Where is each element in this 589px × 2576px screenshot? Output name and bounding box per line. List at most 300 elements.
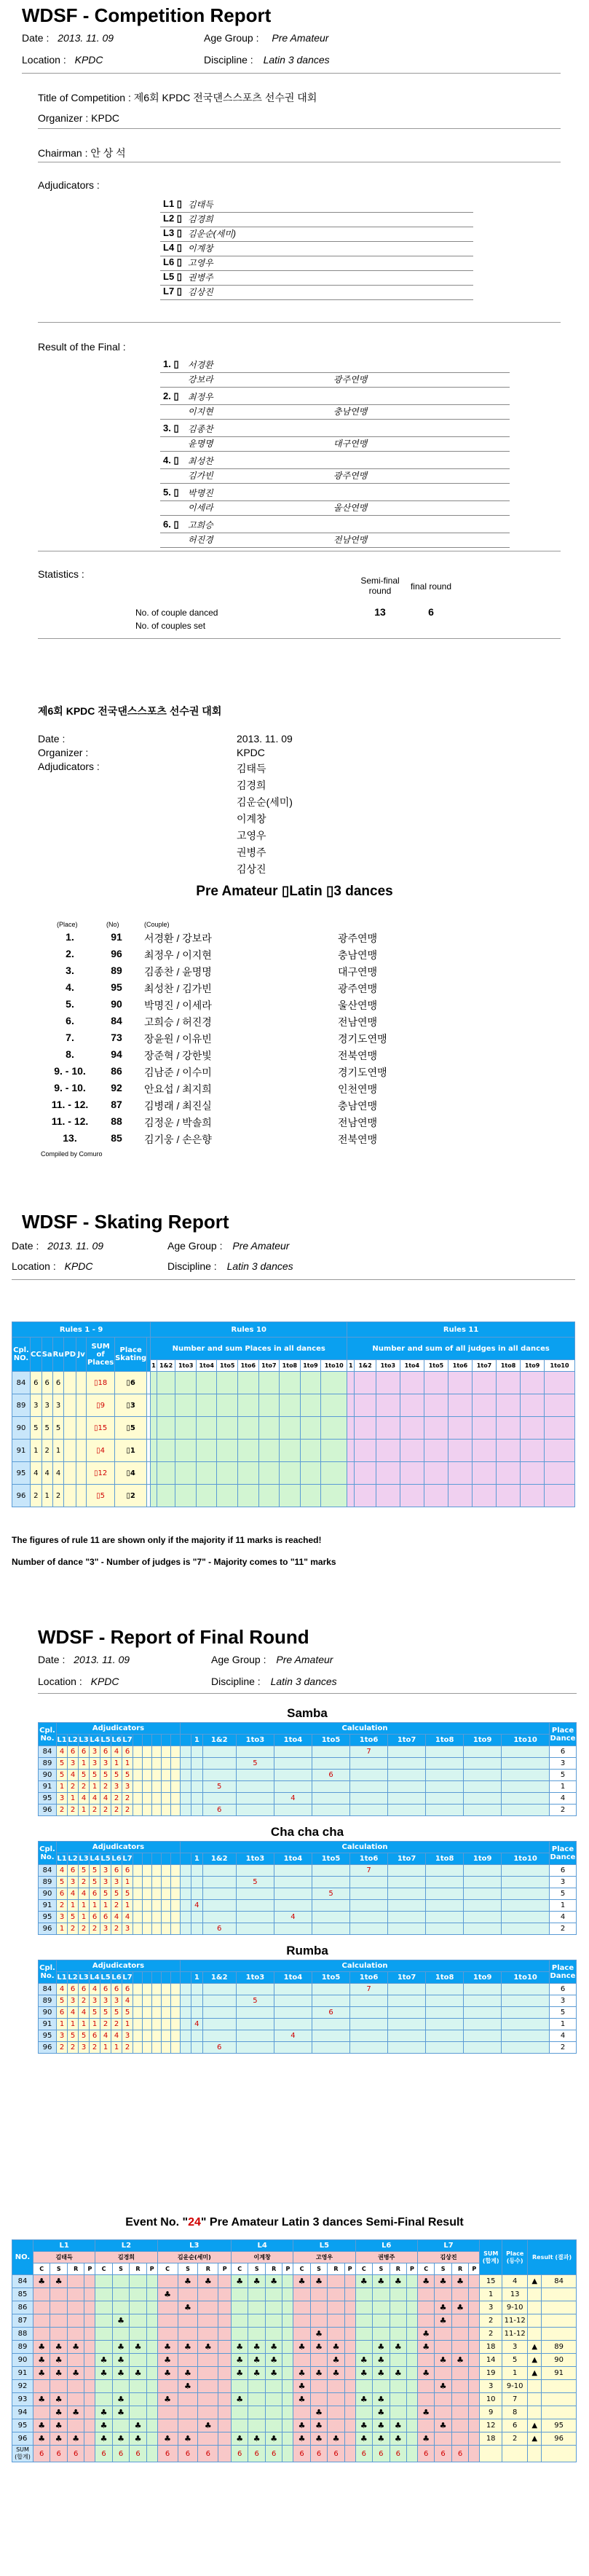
- rule10-cell: [151, 1440, 157, 1462]
- dance-place: [76, 1417, 87, 1440]
- calc-cell: [426, 1888, 464, 1900]
- summary-place: 8.: [66, 1048, 74, 1060]
- calc-cell: [312, 1758, 349, 1770]
- calc-col-header: 1: [151, 1360, 157, 1372]
- judge-header: L6: [111, 1853, 122, 1865]
- adjudicators-label: Adjudicators :: [38, 179, 100, 191]
- mark-cell: [178, 2354, 198, 2367]
- calc-cell: [464, 1781, 502, 1793]
- calc-cell: [388, 1995, 426, 2007]
- calc-cell: [502, 1877, 550, 1888]
- sk-age-row: [167, 1240, 289, 1252]
- semi-sum: 14: [480, 2354, 502, 2367]
- judge-mark: 4: [111, 1912, 122, 1923]
- final-row: [39, 2042, 577, 2054]
- judge-mark: 5: [122, 1770, 133, 1781]
- judge-spare-cell: [133, 1995, 143, 2007]
- judge-mark: 4: [68, 1770, 79, 1781]
- mark-cell: [198, 2314, 218, 2328]
- stats-row-danced: No. of couple danced: [135, 608, 218, 618]
- rule10-cell: [238, 1462, 259, 1485]
- adjudicator-code: L5 ▯: [163, 271, 182, 282]
- mark-cell: ♣: [50, 2275, 67, 2288]
- place-dance: 2: [550, 1923, 577, 1935]
- couple-no: 90: [12, 2354, 33, 2367]
- calc-cell: [236, 2007, 274, 2019]
- mark-cell: [198, 2367, 218, 2380]
- spacer: [160, 469, 188, 483]
- calc-cell: [312, 1912, 349, 1923]
- mark-cell: ♣: [328, 2367, 344, 2380]
- mark-cell: ♣: [373, 2419, 390, 2432]
- sk-age-label: Age Group :: [167, 1240, 223, 1252]
- calc-spacer-cell: [181, 2042, 191, 2054]
- calc-cell: [426, 1877, 464, 1888]
- judge-mark: 6: [100, 1746, 111, 1758]
- cpl-header: Cpl. No.: [39, 1723, 57, 1746]
- calc-cell: [191, 1877, 203, 1888]
- mark-cell: ♣: [198, 2341, 218, 2354]
- calc-cell: [502, 1805, 550, 1816]
- adjudicator-row: [160, 213, 473, 227]
- judge-mark: 2: [122, 1793, 133, 1805]
- calc-col-header: 1to6: [448, 1360, 472, 1372]
- cpl-no: 95: [12, 1462, 31, 1485]
- mark-cell: ♣: [50, 2393, 67, 2406]
- sk-location-row: [12, 1260, 93, 1272]
- mark-cell: [407, 2393, 418, 2406]
- mark-cell: [130, 2275, 146, 2288]
- mark-cell: [232, 2288, 248, 2301]
- summary-row: [44, 965, 553, 981]
- judge-spare-cell: [162, 1923, 171, 1935]
- rule11-cell: [473, 1485, 497, 1507]
- judge-code-header: L4: [232, 2240, 293, 2252]
- mark-cell: [355, 2301, 372, 2314]
- mark-cell: ♣: [417, 2367, 434, 2380]
- summary-adjudicator: 이계창: [237, 813, 266, 825]
- mark-cell: ♣: [265, 2341, 282, 2354]
- judge-mark: 1: [79, 1912, 90, 1923]
- mark-cell: [344, 2314, 355, 2328]
- dance-header: Ru: [52, 1338, 64, 1372]
- mark-cell: ♣: [390, 2432, 406, 2446]
- judge-mark: 5: [100, 2007, 111, 2019]
- mark-cell: [95, 2301, 112, 2314]
- rule11-cell: [497, 1394, 521, 1417]
- judge-mark: 5: [90, 1770, 100, 1781]
- mark-cell: [390, 2406, 406, 2419]
- sk-date-row: [12, 1240, 103, 1252]
- mark-cell: ♣: [130, 2419, 146, 2432]
- judge-spare-cell: [162, 1912, 171, 1923]
- calc-cell: [202, 1984, 236, 1995]
- mark-cell: [130, 2314, 146, 2328]
- semi-advance-no: [542, 2393, 577, 2406]
- judge-mark: 2: [68, 2042, 79, 2054]
- calc-cell: [502, 1770, 550, 1781]
- judge-name-header: 고영우: [293, 2252, 355, 2263]
- judge-mark: 4: [79, 1793, 90, 1805]
- calc-cell: 4: [191, 2019, 203, 2030]
- calc-cell: [274, 1923, 312, 1935]
- dance-header: PD: [64, 1338, 76, 1372]
- rule11-cell: [448, 1440, 472, 1462]
- place-skating: ▯1: [115, 1440, 147, 1462]
- calc-cell: [502, 1781, 550, 1793]
- judge-mark: 5: [79, 1865, 90, 1877]
- sum-cell: [218, 2446, 232, 2462]
- final-dance-table: [38, 1722, 577, 1816]
- judge-spare-cell: [171, 1746, 181, 1758]
- couple-no: 89: [12, 2341, 33, 2354]
- summary-row: [44, 948, 553, 965]
- judge-spare-cell: [162, 1758, 171, 1770]
- mark-cell: [218, 2380, 232, 2393]
- sum-label: SUM (합계): [12, 2446, 33, 2462]
- rule10-cell: [196, 1485, 217, 1507]
- judge-name-header: 권병주: [355, 2252, 417, 2263]
- semi-row: [12, 2288, 577, 2301]
- summary-couple: 김남준 / 이수미: [144, 1067, 212, 1078]
- calc-cell: [426, 1912, 464, 1923]
- calc-cell: [274, 1746, 312, 1758]
- judge-spare-cell: [152, 1995, 162, 2007]
- calc-col-header: 1to3: [175, 1360, 197, 1372]
- judge-mark: 5: [90, 1877, 100, 1888]
- judge-mark: 2: [68, 1923, 79, 1935]
- calc-cell: 5: [312, 1888, 349, 1900]
- mark-cell: [218, 2301, 232, 2314]
- judge-spare-header: [152, 1735, 162, 1746]
- final-row: [39, 1865, 577, 1877]
- age-value: Pre Amateur: [272, 32, 329, 44]
- mark-cell: ♣: [157, 2341, 178, 2354]
- summary-no: 84: [111, 1015, 122, 1026]
- calculation-header: Calculation: [181, 1842, 550, 1853]
- final-row: [39, 1923, 577, 1935]
- judge-mark: 2: [79, 1923, 90, 1935]
- calc-cell: [388, 2019, 426, 2030]
- summary-row: [44, 1032, 553, 1048]
- sum-cell: 6: [265, 2446, 282, 2462]
- mark-cell: [282, 2354, 293, 2367]
- place-dance: 6: [550, 1984, 577, 1995]
- mark-cell: [84, 2341, 95, 2354]
- final-header-row: [39, 1972, 577, 1984]
- mark-cell: [310, 2354, 327, 2367]
- mark-cell: ♣: [112, 2432, 129, 2446]
- rule11-cell: [376, 1440, 400, 1462]
- calc-col-header: 1to9: [464, 1735, 502, 1746]
- judge-code-header: L6: [355, 2240, 417, 2252]
- rule10-cell: [175, 1417, 197, 1440]
- mark-cell: [265, 2406, 282, 2419]
- mark-cell: [95, 2393, 112, 2406]
- mark-cell: [417, 2380, 434, 2393]
- calc-col-header: 1to6: [238, 1360, 259, 1372]
- mark-cell: [469, 2393, 480, 2406]
- mark-cell: [248, 2328, 265, 2341]
- mark-cell: [435, 2367, 451, 2380]
- dance-place: 1: [52, 1440, 64, 1462]
- fr-discipline-row: [211, 1676, 337, 1687]
- judge-spare-header: [152, 1972, 162, 1984]
- mark-cell: [50, 2328, 67, 2341]
- calc-cell: [350, 1770, 388, 1781]
- semi-advance-arrow: [528, 2301, 542, 2314]
- mark-cell: [218, 2393, 232, 2406]
- mark-cell: [198, 2380, 218, 2393]
- adjudicator-list: [160, 198, 473, 300]
- rule11-cell: [400, 1394, 424, 1417]
- sk-discipline-value: Latin 3 dances: [226, 1260, 293, 1272]
- mark-cell: [417, 2419, 434, 2432]
- judge-mark: 2: [90, 1923, 100, 1935]
- mark-cell: [469, 2288, 480, 2301]
- calc-col-header: 1to9: [521, 1360, 545, 1372]
- sum-cell: 6: [232, 2446, 248, 2462]
- mark-cell: [469, 2328, 480, 2341]
- judge-spare-cell: [171, 1912, 181, 1923]
- calc-col-header: 1to9: [464, 1972, 502, 1984]
- mark-cell: [282, 2328, 293, 2341]
- semi-place: 9-10: [502, 2301, 528, 2314]
- mark-cell: ♣: [390, 2341, 406, 2354]
- semi-sum: 18: [480, 2432, 502, 2446]
- calc-cell: [350, 1912, 388, 1923]
- result-place: 5. ▯: [163, 487, 179, 498]
- calc-col-header: 1to8: [426, 1735, 464, 1746]
- mark-cell: ♣: [373, 2341, 390, 2354]
- stats-col-semi: Semi-final round: [360, 576, 400, 596]
- judge-mark: 4: [68, 1888, 79, 1900]
- calc-cell: [502, 1984, 550, 1995]
- rule11-cell: [376, 1462, 400, 1485]
- mark-cell: [84, 2328, 95, 2341]
- mark-cell: [344, 2301, 355, 2314]
- judge-mark: 2: [57, 1805, 68, 1816]
- rule10-cell: [238, 1417, 259, 1440]
- skating-row: [12, 1372, 575, 1394]
- adjudicators-header: Adjudicators: [57, 1960, 181, 1972]
- summary-couple: 김종찬 / 윤명명: [144, 966, 212, 978]
- semi-sum: 19: [480, 2367, 502, 2380]
- rule10-cell: [151, 1417, 157, 1440]
- calc-cell: [426, 1984, 464, 1995]
- result-leader-line: [160, 487, 510, 501]
- rule11-cell: [400, 1440, 424, 1462]
- couple-no: 86: [12, 2301, 33, 2314]
- rule10-cell: [175, 1462, 197, 1485]
- final-row: [39, 1746, 577, 1758]
- semi-row: [12, 2341, 577, 2354]
- mark-cell: ♣: [451, 2301, 468, 2314]
- couple-no: 96: [12, 2432, 33, 2446]
- mark-cell: [84, 2393, 95, 2406]
- date-row: [22, 32, 114, 44]
- rule11-cell: [521, 1417, 545, 1440]
- judge-spare-cell: [143, 2042, 152, 2054]
- summary-row: [44, 981, 553, 998]
- judge-spare-cell: [162, 1877, 171, 1888]
- no-header: NO.: [12, 2240, 33, 2275]
- calc-cell: [191, 1770, 203, 1781]
- mark-cell: [218, 2367, 232, 2380]
- final-row: [39, 1984, 577, 1995]
- judge-mark: 2: [122, 2042, 133, 2054]
- judge-mark: 3: [111, 1877, 122, 1888]
- calc-spacer-cell: [181, 1923, 191, 1935]
- mark-cell: [265, 2314, 282, 2328]
- dance-sub-header: S: [178, 2263, 198, 2275]
- semi-sum: 9: [480, 2406, 502, 2419]
- mark-cell: ♣: [435, 2314, 451, 2328]
- rule10-cell: [280, 1417, 301, 1440]
- calc-cell: [202, 2030, 236, 2042]
- calc-spacer-cell: [181, 2030, 191, 2042]
- cpl-no: 91: [39, 2019, 57, 2030]
- final-row: [39, 2019, 577, 2030]
- judge-mark: 1: [79, 1900, 90, 1912]
- semi-advance-arrow: [528, 2288, 542, 2301]
- semi-advance-arrow: [528, 2328, 542, 2341]
- dance-place: 3: [31, 1394, 42, 1417]
- mark-cell: [198, 2288, 218, 2301]
- dance-place: 4: [52, 1462, 64, 1485]
- mark-cell: ♣: [293, 2275, 310, 2288]
- judge-spare-cell: [152, 1888, 162, 1900]
- dance-sub-header: P: [407, 2263, 418, 2275]
- mark-cell: [218, 2419, 232, 2432]
- mark-cell: [373, 2328, 390, 2341]
- sum-cell: 6: [130, 2446, 146, 2462]
- mark-cell: ♣: [417, 2432, 434, 2446]
- mark-cell: [67, 2314, 84, 2328]
- judge-mark: 3: [68, 1758, 79, 1770]
- result-leader: 서경환: [188, 360, 213, 370]
- judge-spare-cell: [133, 2042, 143, 2054]
- dance-place: 4: [31, 1462, 42, 1485]
- judge-spare-cell: [162, 1805, 171, 1816]
- mark-cell: ♣: [112, 2367, 129, 2380]
- sum-cell: 6: [157, 2446, 178, 2462]
- mark-cell: [248, 2288, 265, 2301]
- sum-cell: 6: [328, 2446, 344, 2462]
- calc-cell: [464, 1746, 502, 1758]
- calc-col-header: 1: [191, 1735, 203, 1746]
- summary-adjudicator: 김경희: [237, 780, 266, 791]
- calc-cell: [236, 1865, 274, 1877]
- fr-age-label: Age Group :: [211, 1654, 266, 1665]
- summary-club: 대구연맹: [338, 966, 378, 978]
- semi-row: [12, 2354, 577, 2367]
- mark-cell: [469, 2367, 480, 2380]
- judge-mark: 5: [68, 1912, 79, 1923]
- mark-cell: [407, 2354, 418, 2367]
- summary-club: 울산연맹: [338, 1000, 378, 1011]
- mark-cell: [310, 2314, 327, 2328]
- mark-cell: [248, 2419, 265, 2432]
- sum-cell: [344, 2446, 355, 2462]
- adjudicator-name: 김상진: [188, 287, 213, 297]
- mark-cell: ♣: [328, 2354, 344, 2367]
- semi-place: 4: [502, 2275, 528, 2288]
- judge-mark: 3: [100, 1995, 111, 2007]
- mark-cell: ♣: [451, 2354, 468, 2367]
- mark-cell: ♣: [355, 2419, 372, 2432]
- couple-no: 92: [12, 2380, 33, 2393]
- cpl-no: 84: [39, 1984, 57, 1995]
- judge-spare-cell: [152, 1877, 162, 1888]
- judge-mark: 3: [100, 1877, 111, 1888]
- mark-cell: ♣: [310, 2328, 327, 2341]
- place-dance-header: Place Dance: [550, 1723, 577, 1746]
- mark-cell: [390, 2301, 406, 2314]
- rule11-cell: [400, 1372, 424, 1394]
- mark-cell: [265, 2419, 282, 2432]
- calc-cell: [350, 1805, 388, 1816]
- calc-cell: [464, 1877, 502, 1888]
- rule10-cell: [217, 1462, 238, 1485]
- mark-cell: ♣: [33, 2432, 50, 2446]
- mark-cell: [130, 2380, 146, 2393]
- mark-cell: [282, 2393, 293, 2406]
- judge-spare-header: [133, 1972, 143, 1984]
- summary-couple: 김기웅 / 손은향: [144, 1134, 212, 1145]
- calc-cell: [502, 2042, 550, 2054]
- calc-cell: [202, 1912, 236, 1923]
- calc-cell: [236, 1805, 274, 1816]
- dance-sub-header: S: [248, 2263, 265, 2275]
- mark-cell: [157, 2406, 178, 2419]
- calc-cell: [274, 1865, 312, 1877]
- summary-adjudicator: 김상진: [237, 863, 266, 875]
- judge-spare-cell: [162, 2030, 171, 2042]
- calc-cell: [274, 1877, 312, 1888]
- mark-cell: ♣: [310, 2275, 327, 2288]
- mark-cell: [248, 2380, 265, 2393]
- judge-mark: 4: [100, 2030, 111, 2042]
- calc-cell: [350, 1900, 388, 1912]
- final-row: [39, 1912, 577, 1923]
- mark-cell: [218, 2328, 232, 2341]
- mark-cell: ♣: [328, 2341, 344, 2354]
- rule11-cell: [473, 1440, 497, 1462]
- calc-col-header: 1to8: [426, 1972, 464, 1984]
- mark-cell: [248, 2301, 265, 2314]
- result-follower: 윤명명: [188, 439, 213, 449]
- calc-cell: [236, 1888, 274, 1900]
- judge-header: L1: [57, 1972, 68, 1984]
- mark-cell: ♣: [157, 2367, 178, 2380]
- summary-club: 충남연맹: [338, 1100, 378, 1112]
- sum-cell: 6: [417, 2446, 434, 2462]
- mark-cell: [67, 2275, 84, 2288]
- calc-cell: [388, 1912, 426, 1923]
- mark-cell: [355, 2314, 372, 2328]
- semi-sum: 1: [480, 2288, 502, 2301]
- rule11-cell: [497, 1372, 521, 1394]
- dance-header: Jv: [76, 1338, 87, 1372]
- summary-place: 11. - 12.: [51, 1115, 89, 1127]
- semi-header-row: [12, 2240, 577, 2252]
- mark-cell: [435, 2341, 451, 2354]
- mark-cell: ♣: [130, 2432, 146, 2446]
- mark-cell: [344, 2393, 355, 2406]
- calc-cell: [426, 1900, 464, 1912]
- mark-cell: [344, 2341, 355, 2354]
